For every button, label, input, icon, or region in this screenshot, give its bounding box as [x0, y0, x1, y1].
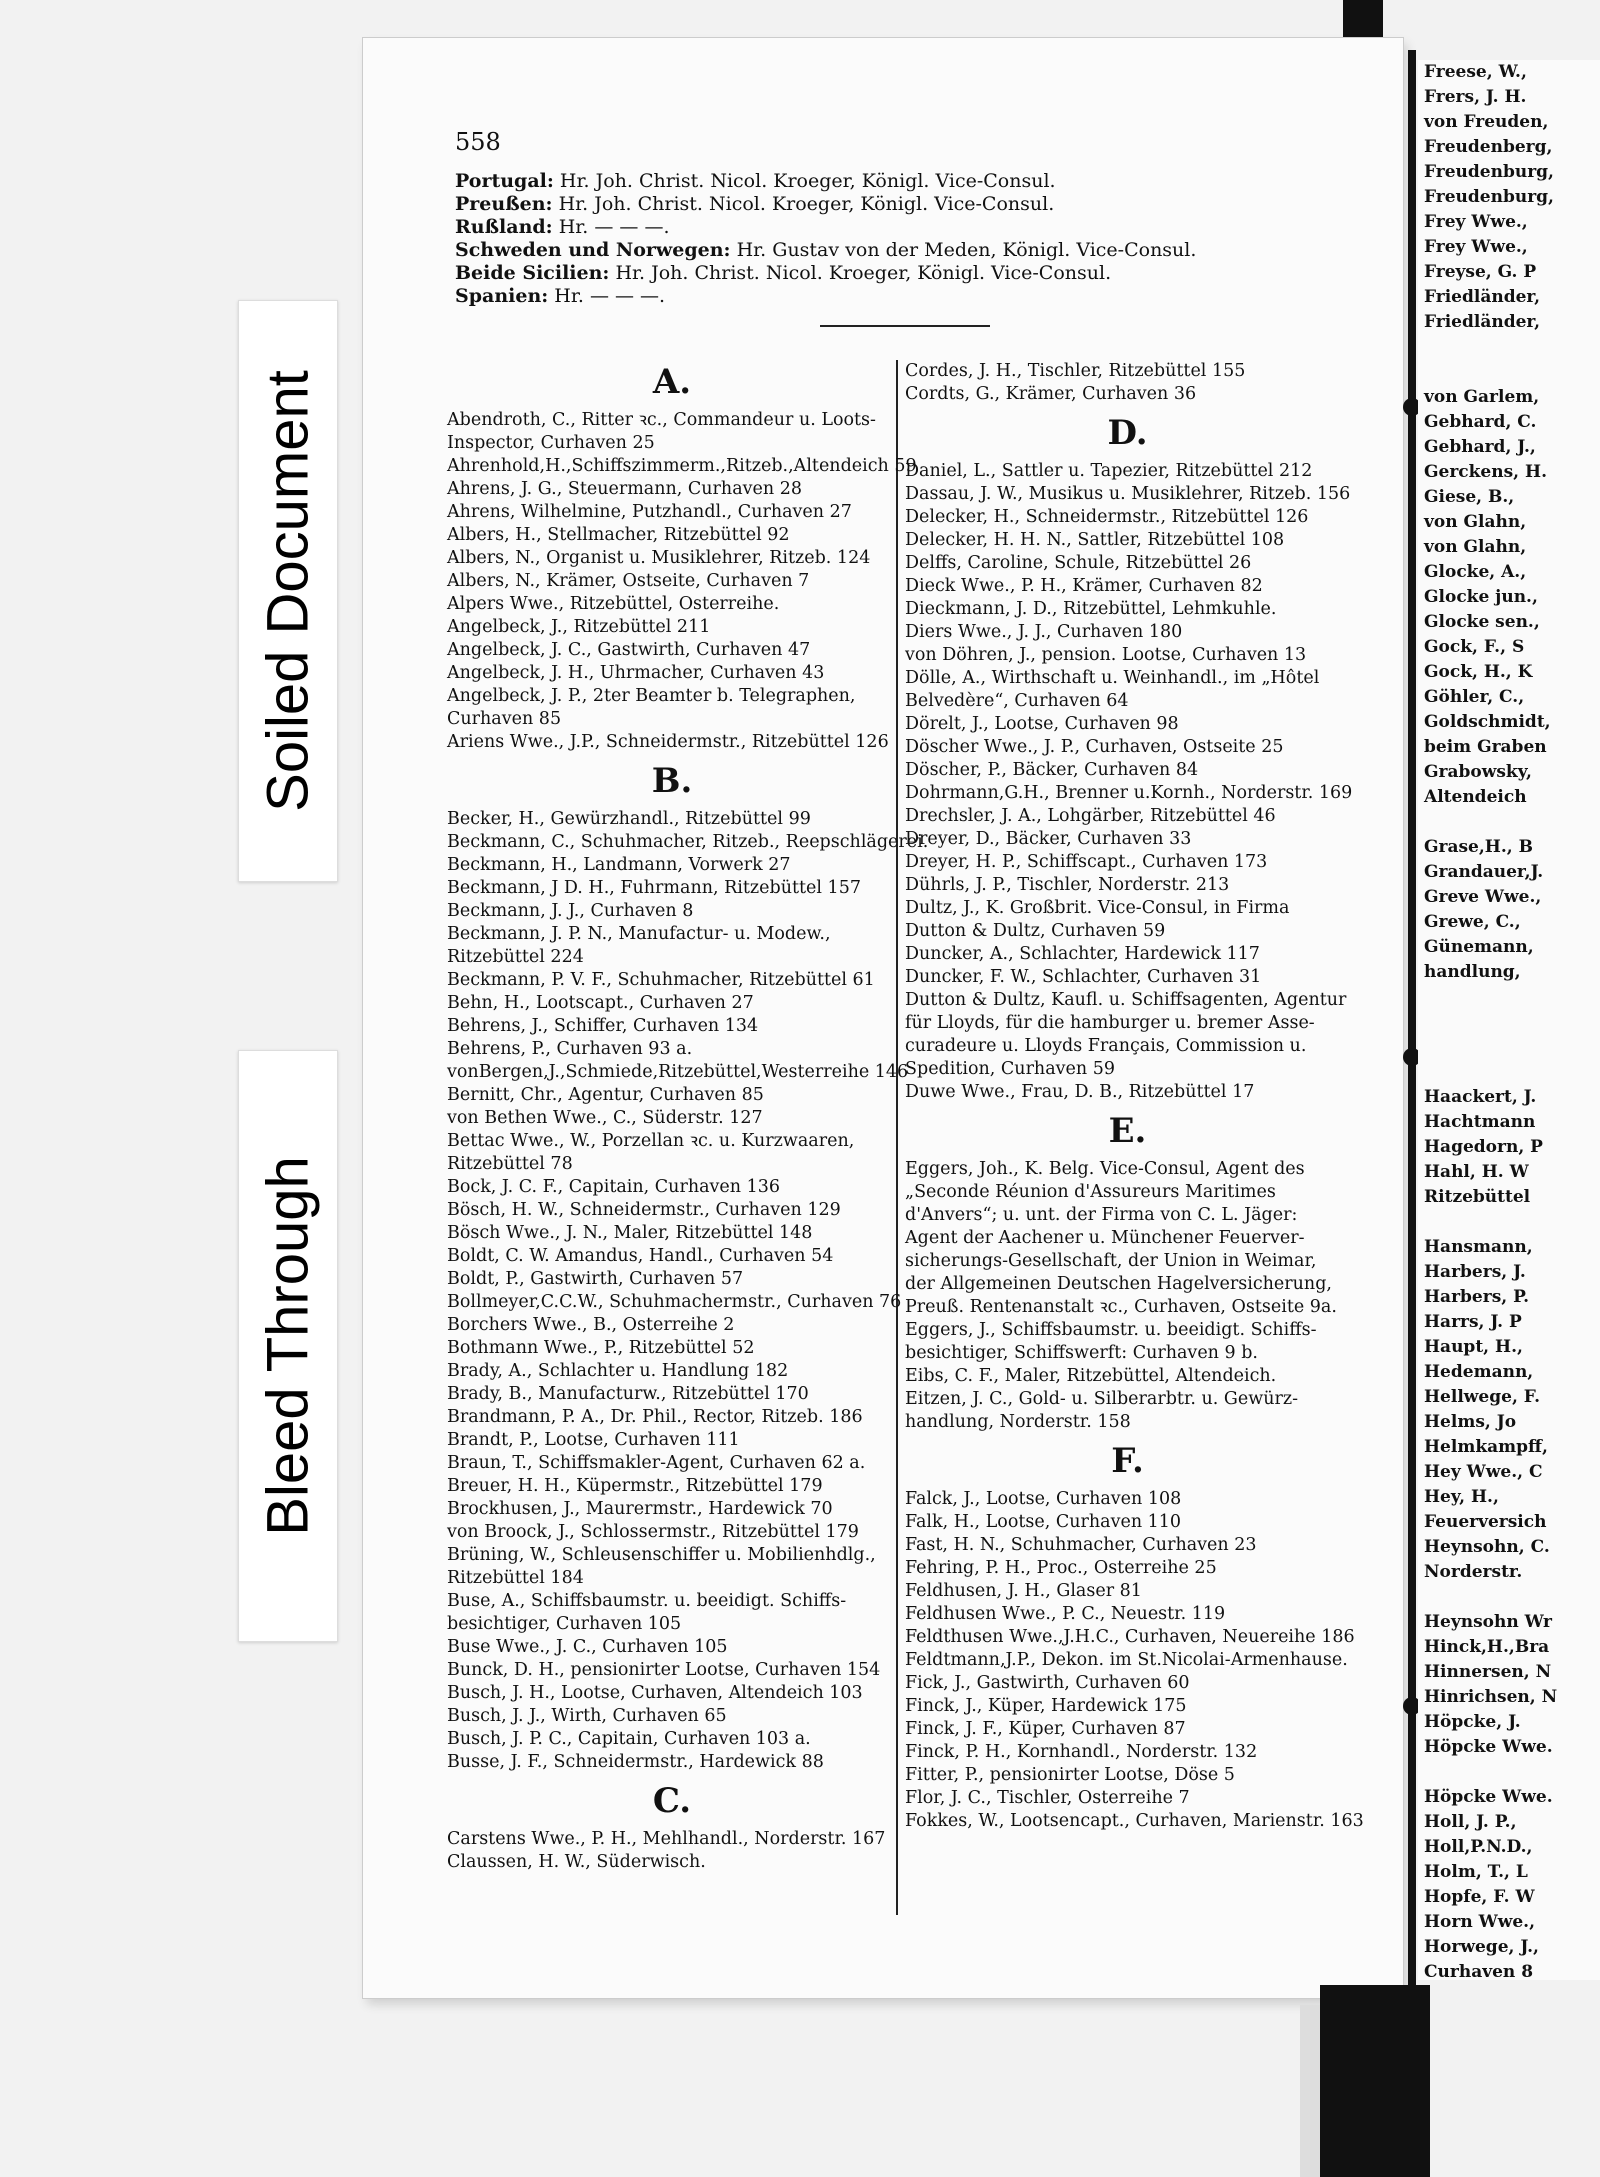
facing-page-entry: Feuerversich [1424, 1512, 1547, 1532]
section-letter: D. [1107, 413, 1148, 453]
directory-entry: Cordes, J. H., Tischler, Ritzebüttel 155 [905, 361, 1246, 381]
directory-entry: Spedition, Curhaven 59 [905, 1059, 1115, 1079]
directory-column-left [447, 355, 929, 1874]
facing-page-entry: Goldschmidt, [1424, 712, 1551, 732]
consul-country: Portugal: [455, 170, 554, 192]
facing-page-entry: Frey Wwe., [1424, 212, 1528, 232]
directory-entry: Fick, J., Gastwirth, Curhaven 60 [905, 1673, 1190, 1693]
consul-line [455, 262, 1355, 285]
directory-entry: Behrens, P., Curhaven 93 a. [447, 1039, 693, 1059]
directory-entry: Döscher, P., Bäcker, Curhaven 84 [905, 760, 1199, 780]
facing-page-entry: Freyse, G. P [1424, 262, 1537, 282]
directory-entry: Curhaven 85 [447, 709, 562, 729]
directory-entry: Duncker, F. W., Schlachter, Curhaven 31 [905, 967, 1262, 987]
facing-page-entry: Harrs, J. P [1424, 1312, 1522, 1332]
directory-entry: Angelbeck, J. C., Gastwirth, Curhaven 47 [447, 640, 811, 660]
directory-entry: vonBergen,J.,Schmiede,Ritzebüttel,Westerreihe 146 [447, 1062, 909, 1082]
facing-page-entry: Hedemann, [1424, 1362, 1534, 1382]
facing-page-entry: Frey Wwe., [1424, 237, 1528, 257]
facing-page-entry: Hansmann, [1424, 1237, 1533, 1257]
directory-entry: Inspector, Curhaven 25 [447, 433, 655, 453]
facing-page-entry: Hahl, H. W [1424, 1162, 1529, 1182]
facing-page-entry: Holl, J. P., [1424, 1812, 1517, 1832]
facing-page-entry: beim Graben [1424, 737, 1547, 757]
directory-entry: besichtiger, Schiffswerft: Curhaven 9 b. [905, 1343, 1258, 1363]
facing-page-entry: Friedländer, [1424, 312, 1541, 332]
directory-entry: Albers, N., Krämer, Ostseite, Curhaven 7 [447, 571, 810, 591]
facing-page-entry: Glocke sen., [1424, 612, 1540, 632]
directory-entry: Fokkes, W., Lootsencapt., Curhaven, Marienstr. 163 [905, 1811, 1364, 1831]
facing-page-entry: Frers, J. H. [1424, 87, 1527, 107]
facing-page-entry: Freese, W., [1424, 62, 1527, 82]
facing-page-entry: Grewe, C., [1424, 912, 1521, 932]
directory-entry: handlung, Norderstr. 158 [905, 1412, 1131, 1432]
directory-entry: Feldhusen Wwe., P. C., Neuestr. 119 [905, 1604, 1226, 1624]
directory-entry: besichtiger, Curhaven 105 [447, 1614, 682, 1634]
facing-page-entry: Glocke jun., [1424, 587, 1538, 607]
directory-entry: Flor, J. C., Tischler, Osterreihe 7 [905, 1788, 1190, 1808]
facing-page-entry: Hellwege, F. [1424, 1387, 1541, 1407]
consul-list [455, 170, 1355, 308]
consul-name: Hr. — — —. [552, 216, 670, 238]
facing-page-entry: handlung, [1424, 962, 1521, 982]
facing-page-entry: Höpcke Wwe. [1424, 1787, 1553, 1807]
directory-entry: Bothmann Wwe., P., Ritzebüttel 52 [447, 1338, 755, 1358]
consul-name: Hr. Joh. Christ. Nicol. Kroeger, Königl. Vice-Consul. [553, 170, 1056, 192]
facing-page-entry [1418, 1585, 1600, 1610]
facing-page-entry [1418, 810, 1600, 835]
directory-entry: Fast, H. N., Schuhmacher, Curhaven 23 [905, 1535, 1257, 1555]
consul-name: Hr. Joh. Christ. Nicol. Kroeger, Königl. Vice-Consul. [552, 193, 1055, 215]
directory-entry: Fitter, P., pensionirter Lootse, Döse 5 [905, 1765, 1235, 1785]
directory-entry: Ritzebüttel 224 [447, 947, 584, 967]
directory-entry: Dreyer, D., Bäcker, Curhaven 33 [905, 829, 1192, 849]
directory-entry: Becker, H., Gewürzhandl., Ritzebüttel 99 [447, 809, 811, 829]
directory-entry: Bunck, D. H., pensionirter Lootse, Curhaven 154 [447, 1660, 881, 1680]
directory-entry: Boldt, C. W. Amandus, Handl., Curhaven 54 [447, 1246, 834, 1266]
directory-entry: Busch, J. P. C., Capitain, Curhaven 103 a. [447, 1729, 811, 1749]
directory-entry: Eggers, Joh., K. Belg. Vice-Consul, Agent des [905, 1159, 1305, 1179]
directory-entry: Döscher Wwe., J. P., Curhaven, Ostseite 25 [905, 737, 1284, 757]
directory-entry: Beckmann, C., Schuhmacher, Ritzeb., Reepschlägerei. [447, 832, 929, 852]
consul-name: Hr. Gustav von der Meden, Königl. Vice-Consul. [730, 239, 1197, 261]
facing-page-entry: von Glahn, [1424, 512, 1527, 532]
directory-entry: Drechsler, J. A., Lohgärber, Ritzebüttel 46 [905, 806, 1276, 826]
directory-entry: Busch, J. H., Lootse, Curhaven, Altendeich 103 [447, 1683, 863, 1703]
directory-entry: Falck, J., Lootse, Curhaven 108 [905, 1489, 1182, 1509]
facing-page-entry: Hinrichsen, N [1424, 1687, 1558, 1707]
consul-name: Hr. — — —. [548, 285, 666, 307]
directory-entry: Fehring, P. H., Proc., Osterreihe 25 [905, 1558, 1217, 1578]
bottom-edge-dark [1320, 1985, 1430, 2177]
directory-entry: Angelbeck, J., Ritzebüttel 211 [447, 617, 711, 637]
directory-entry: der Allgemeinen Deutschen Hagelversicherung, [905, 1274, 1332, 1294]
facing-page-entry: Norderstr. [1424, 1562, 1523, 1582]
directory-entry: Beckmann, J D. H., Fuhrmann, Ritzebüttel 157 [447, 878, 861, 898]
directory-entry: Ahrens, Wilhelmine, Putzhandl., Curhaven 27 [447, 502, 852, 522]
facing-page-entry: Greve Wwe., [1424, 887, 1542, 907]
directory-entry: Bösch Wwe., J. N., Maler, Ritzebüttel 148 [447, 1223, 813, 1243]
directory-entry: Albers, H., Stellmacher, Ritzebüttel 92 [447, 525, 790, 545]
directory-entry: Behrens, J., Schiffer, Curhaven 134 [447, 1016, 759, 1036]
directory-entry: d'Anvers“; u. unt. der Firma von C. L. Jäger: [905, 1205, 1298, 1225]
facing-page-entry [1418, 335, 1600, 360]
directory-entry: Angelbeck, J. H., Uhrmacher, Curhaven 43 [447, 663, 825, 683]
bleed-through-tab[interactable] [238, 1050, 338, 1642]
directory-entry: Delecker, H., Schneidermstr., Ritzebüttel 126 [905, 507, 1309, 527]
facing-page-entry [1418, 985, 1600, 1010]
directory-entry: Busse, J. F., Schneidermstr., Hardewick 88 [447, 1752, 824, 1772]
section-letter: C. [652, 1781, 692, 1821]
consul-line [455, 285, 1355, 308]
facing-page-entry: Göhler, C., [1424, 687, 1525, 707]
page-number: 558 [455, 128, 501, 156]
directory-entry: Ariens Wwe., J.P., Schneidermstr., Ritzebüttel 126 [447, 732, 889, 752]
directory-entry: Ahrens, J. G., Steuermann, Curhaven 28 [447, 479, 802, 499]
directory-entry: Dutton & Dultz, Curhaven 59 [905, 921, 1166, 941]
directory-entry: für Lloyds, für die hamburger u. bremer Asse- [905, 1013, 1315, 1033]
directory-entry: Feldhusen, J. H., Glaser 81 [905, 1581, 1142, 1601]
bottom-edge-shadow [1300, 2005, 1322, 2177]
directory-entry: sicherungs-Gesellschaft, der Union in Weimar, [905, 1251, 1317, 1271]
facing-page-entry: Hinck,H.,Bra [1424, 1637, 1550, 1657]
section-letter: E. [1108, 1111, 1147, 1151]
directory-entry: Braun, T., Schiffsmakler-Agent, Curhaven 62 a. [447, 1453, 866, 1473]
directory-entry: Brüning, W., Schleusenschiffer u. Mobilienhdlg., [447, 1545, 876, 1565]
directory-entry: Belvedère“, Curhaven 64 [905, 691, 1129, 711]
directory-entry: Dührls, J. P., Tischler, Norderstr. 213 [905, 875, 1230, 895]
directory-entry: Duncker, A., Schlachter, Hardewick 117 [905, 944, 1260, 964]
directory-entry: Borchers Wwe., B., Osterreihe 2 [447, 1315, 735, 1335]
consul-line [455, 216, 1355, 239]
directory-entry: Eitzen, J. C., Gold- u. Silberarbtr. u. Gewürz- [905, 1389, 1298, 1409]
consul-country: Schweden und Norwegen: [455, 239, 731, 261]
directory-entry: Delffs, Caroline, Schule, Ritzebüttel 26 [905, 553, 1252, 573]
facing-page-entry: Haackert, J. [1424, 1087, 1537, 1107]
facing-page-entry: Höpcke Wwe. [1424, 1737, 1553, 1757]
directory-entry: Eggers, J., Schiffsbaumstr. u. beeidigt. Schiffs- [905, 1320, 1317, 1340]
directory-entry: Dörelt, J., Lootse, Curhaven 98 [905, 714, 1179, 734]
facing-page-entry: Glocke, A., [1424, 562, 1527, 582]
directory-entry: Beckmann, J. J., Curhaven 8 [447, 901, 694, 921]
facing-page-entry: Heynsohn Wr [1424, 1612, 1552, 1632]
directory-entry: Dassau, J. W., Musikus u. Musiklehrer, Ritzeb. 156 [905, 484, 1351, 504]
facing-page-entry: Giese, B., [1424, 487, 1515, 507]
directory-entry: Bock, J. C. F., Capitain, Curhaven 136 [447, 1177, 780, 1197]
facing-page-entry: Horwege, J., [1424, 1937, 1539, 1957]
facing-page-cropped [1418, 60, 1600, 1980]
directory-entry: Dultz, J., K. Großbrit. Vice-Consul, in Firma [905, 898, 1290, 918]
facing-page-entry: Helms, Jo [1424, 1412, 1517, 1432]
facing-page-entry: Friedländer, [1424, 287, 1541, 307]
directory-entry: Brandt, P., Lootse, Curhaven 111 [447, 1430, 740, 1450]
consul-country: Beide Sicilien: [455, 262, 610, 284]
facing-page-entry [1418, 1760, 1600, 1785]
consul-country: Preußen: [455, 193, 553, 215]
directory-entry: Buse, A., Schiffsbaumstr. u. beeidigt. Schiffs- [447, 1591, 847, 1611]
directory-entry: von Bethen Wwe., C., Süderstr. 127 [447, 1108, 763, 1128]
consul-line [455, 170, 1355, 193]
facing-page-entry: Ritzebüttel [1424, 1187, 1531, 1207]
directory-entry: Ritzebüttel 78 [447, 1154, 573, 1174]
directory-entry: Dieck Wwe., P. H., Krämer, Curhaven 82 [905, 576, 1263, 596]
directory-entry: Beckmann, J. P. N., Manufactur- u. Modew., [447, 924, 831, 944]
facing-page-entry: Hagedorn, P [1424, 1137, 1543, 1157]
directory-entry: Preuß. Rentenanstalt ꝛc., Curhaven, Ostseite 9a. [905, 1297, 1337, 1317]
directory-entry: curadeure u. Lloyds Français, Commission u. [905, 1036, 1307, 1056]
directory-entry: Ritzebüttel 184 [447, 1568, 584, 1588]
directory-entry: Claussen, H. W., Süderwisch. [447, 1852, 706, 1872]
facing-page-entry: Curhaven 8 [1424, 1962, 1534, 1980]
directory-entry: Agent der Aachener u. Münchener Feuerver- [905, 1228, 1305, 1248]
directory-entry: Beckmann, P. V. F., Schuhmacher, Ritzebüttel 61 [447, 970, 875, 990]
facing-page-entry: Freudenburg, [1424, 187, 1554, 207]
facing-page-entry: Freudenburg, [1424, 162, 1554, 182]
consul-line [455, 239, 1355, 262]
directory-entry: Brockhusen, J., Maurermstr., Hardewick 70 [447, 1499, 833, 1519]
directory-entry: Bollmeyer,C.C.W., Schuhmachermstr., Curhaven 76 [447, 1292, 902, 1312]
directory-entry: Busch, J. J., Wirth, Curhaven 65 [447, 1706, 727, 1726]
soiled-document-tab[interactable] [238, 300, 338, 882]
facing-page-entry: Helmkampff, [1424, 1437, 1548, 1457]
facing-page-entry: Freudenberg, [1424, 137, 1553, 157]
facing-page-entry: Gebhard, C. [1424, 412, 1537, 432]
facing-page-entry: Holl,P.N.D., [1424, 1837, 1533, 1857]
directory-entry: Eibs, C. F., Maler, Ritzebüttel, Altendeich. [905, 1366, 1277, 1386]
facing-page-entry: Horn Wwe., [1424, 1912, 1536, 1932]
directory-entry: Dreyer, H. P., Schiffscapt., Curhaven 173 [905, 852, 1268, 872]
directory-entry: von Broock, J., Schlossermstr., Ritzebüttel 179 [447, 1522, 859, 1542]
facing-page-entry [1418, 1010, 1600, 1035]
directory-entry: Beckmann, H., Landmann, Vorwerk 27 [447, 855, 791, 875]
directory-entry: Falk, H., Lootse, Curhaven 110 [905, 1512, 1182, 1532]
facing-page-entry: Grandauer,J. [1424, 862, 1544, 882]
directory-entry: Ahrenhold,H.,Schiffszimmerm.,Ritzeb.,Altendeich 59 [447, 456, 917, 476]
facing-page-entry: Heynsohn, C. [1424, 1537, 1550, 1557]
facing-page-entry: Gock, H., K [1424, 662, 1533, 682]
directory-entry: Delecker, H. H. N., Sattler, Ritzebüttel 108 [905, 530, 1285, 550]
directory-entry: Abendroth, C., Ritter ꝛc., Commandeur u. Loots- [447, 410, 876, 430]
directory-entry: Dieckmann, J. D., Ritzebüttel, Lehmkuhle. [905, 599, 1277, 619]
facing-page-entry [1418, 1060, 1600, 1085]
facing-page-entry: Hachtmann [1424, 1112, 1536, 1132]
facing-page-entry [1418, 1035, 1600, 1060]
directory-entry: Diers Wwe., J. J., Curhaven 180 [905, 622, 1183, 642]
facing-page-entry: Hey, H., [1424, 1487, 1499, 1507]
facing-page-entry: Harbers, J. [1424, 1262, 1526, 1282]
soiled-document-label: Soiled Document [255, 370, 321, 812]
directory-entry: Brandmann, P. A., Dr. Phil., Rector, Ritzeb. 186 [447, 1407, 863, 1427]
directory-entry: Breuer, H. H., Küpermstr., Ritzebüttel 179 [447, 1476, 823, 1496]
directory-entry: Bösch, H. W., Schneidermstr., Curhaven 129 [447, 1200, 841, 1220]
facing-page-entry: von Garlem, [1424, 387, 1540, 407]
directory-entry: Feldthusen Wwe.,J.H.C., Curhaven, Neuereihe 186 [905, 1627, 1355, 1647]
section-letter: F. [1111, 1441, 1144, 1481]
directory-entry: Finck, P. H., Kornhandl., Norderstr. 132 [905, 1742, 1258, 1762]
facing-page-entry: Altendeich [1424, 787, 1527, 807]
directory-entry: Angelbeck, J. P., 2ter Beamter b. Telegraphen, [447, 686, 856, 706]
directory-entry: Dohrmann,G.H., Brenner u.Kornh., Norderstr. 169 [905, 783, 1353, 803]
directory-entry: Carstens Wwe., P. H., Mehlhandl., Norderstr. 167 [447, 1829, 886, 1849]
directory-entry: Buse Wwe., J. C., Curhaven 105 [447, 1637, 728, 1657]
facing-page-entry: Grabowsky, [1424, 762, 1532, 782]
directory-column-middle [905, 360, 1364, 1833]
directory-entry: Dölle, A., Wirthschaft u. Weinhandl., im „Hôtel [905, 668, 1320, 688]
facing-page-entry: Hopfe, F. W [1424, 1887, 1535, 1907]
directory-entry: Alpers Wwe., Ritzebüttel, Osterreihe. [447, 594, 780, 614]
directory-entry: Cordts, G., Krämer, Curhaven 36 [905, 384, 1197, 404]
facing-page-entry [1418, 1210, 1600, 1235]
facing-page-entry: Haupt, H., [1424, 1337, 1523, 1357]
facing-page-entry: von Freuden, [1424, 112, 1549, 132]
directory-entry: Boldt, P., Gastwirth, Curhaven 57 [447, 1269, 744, 1289]
directory-entry: Feldtmann,J.P., Dekon. im St.Nicolai-Armenhause. [905, 1650, 1348, 1670]
directory-entry: Brady, B., Manufacturw., Ritzebüttel 170 [447, 1384, 809, 1404]
directory-entry: Bettac Wwe., W., Porzellan ꝛc. u. Kurzwaaren, [447, 1131, 855, 1151]
facing-page-entry: Grase,H., B [1424, 837, 1533, 857]
facing-page-entry: Günemann, [1424, 937, 1534, 957]
facing-page-entry: Hinnersen, N [1424, 1662, 1552, 1682]
directory-entry: „Seconde Réunion d'Assureurs Maritimes [905, 1182, 1276, 1202]
section-rule [820, 325, 990, 327]
directory-entry: Brady, A., Schlachter u. Handlung 182 [447, 1361, 789, 1381]
consul-country: Spanien: [455, 285, 549, 307]
top-edge [1343, 0, 1600, 38]
directory-entry: Finck, J., Küper, Hardewick 175 [905, 1696, 1187, 1716]
dark-edge-mark [1343, 0, 1383, 38]
directory-entry: Bernitt, Chr., Agentur, Curhaven 85 [447, 1085, 764, 1105]
section-letter: B. [651, 761, 693, 801]
consul-line [455, 193, 1355, 216]
facing-page-entry: Gerckens, H. [1424, 462, 1547, 482]
directory-entry: Behn, H., Lootscapt., Curhaven 27 [447, 993, 754, 1013]
bleed-through-label: Bleed Through [255, 1156, 321, 1536]
directory-entry: Duwe Wwe., Frau, D. B., Ritzebüttel 17 [905, 1082, 1255, 1102]
directory-entry: von Döhren, J., pension. Lootse, Curhaven 13 [905, 645, 1307, 665]
directory-entry: Finck, J. F., Küper, Curhaven 87 [905, 1719, 1186, 1739]
facing-page-entry: Höpcke, J. [1424, 1712, 1521, 1732]
directory-entry: Albers, N., Organist u. Musiklehrer, Ritzeb. 124 [447, 548, 871, 568]
section-letter: A. [652, 362, 692, 402]
facing-page-entry: Harbers, P. [1424, 1287, 1529, 1307]
directory-entry: Daniel, L., Sattler u. Tapezier, Ritzebüttel 212 [905, 461, 1313, 481]
directory-entry: Dutton & Dultz, Kaufl. u. Schiffsagenten, Agentur [905, 990, 1347, 1010]
facing-page-entry: von Glahn, [1424, 537, 1527, 557]
facing-page-entry: Hey Wwe., C [1424, 1462, 1543, 1482]
facing-page-entry: Gebhard, J., [1424, 437, 1536, 457]
facing-page-entry: Gock, F., S [1424, 637, 1525, 657]
consul-country: Rußland: [455, 216, 553, 238]
facing-page-entry: Holm, T., L [1424, 1862, 1528, 1882]
consul-name: Hr. Joh. Christ. Nicol. Kroeger, Königl. Vice-Consul. [609, 262, 1112, 284]
facing-page-entry [1418, 360, 1600, 385]
